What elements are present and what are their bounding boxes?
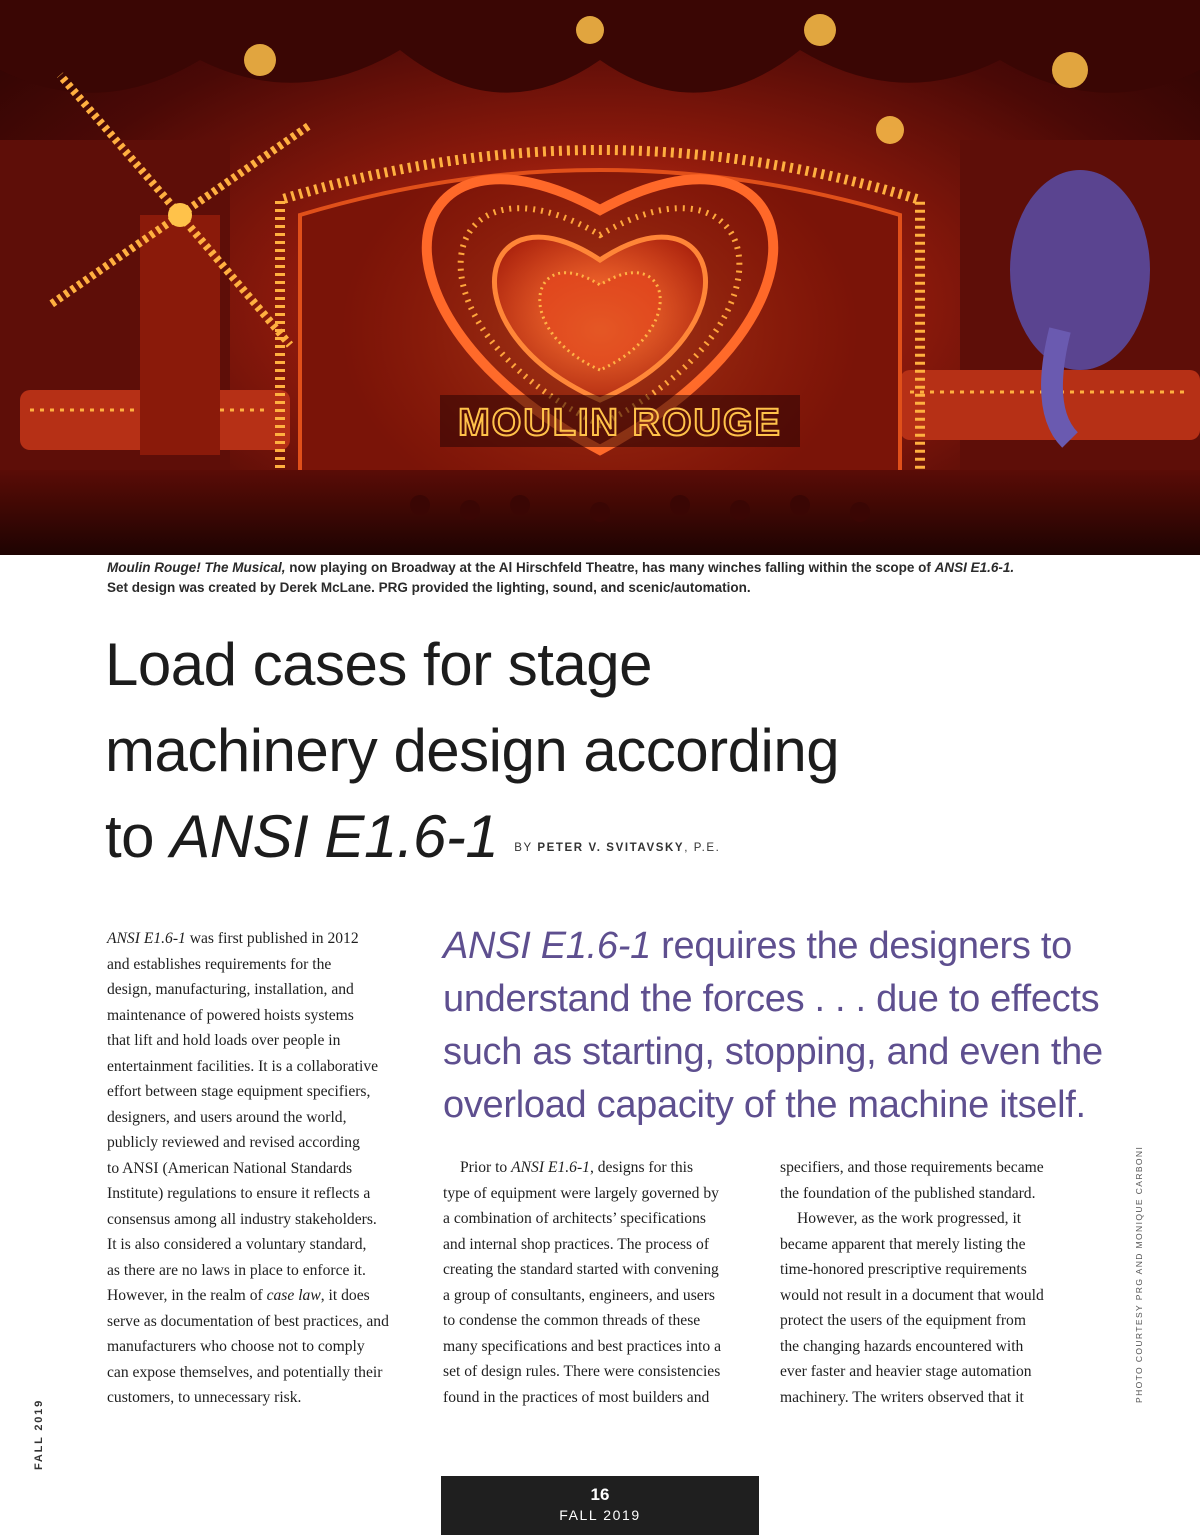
text-line: as there are no laws in place to enforce it.	[107, 1261, 366, 1279]
text-line: serve as documentation of best practices, and	[107, 1312, 389, 1330]
text-line: designers, and users around the world,	[107, 1108, 347, 1126]
text-line: maintenance of powered hoists systems	[107, 1006, 354, 1024]
caption-standard: ANSI E1.6-1.	[934, 560, 1015, 575]
text-line: would not result in a document that would	[780, 1286, 1044, 1304]
body-column-middle	[443, 1155, 763, 1410]
byline-by: BY	[514, 842, 538, 854]
title-standard: ANSI E1.6-1	[170, 803, 499, 870]
moulin-rouge-sign: MOULIN ROUGE	[458, 402, 782, 444]
text-line: found in the practices of most builders and	[443, 1388, 710, 1406]
text-line: Institute) regulations to ensure it reflects a	[107, 1185, 371, 1202]
text-line: However, as the work progressed, it	[797, 1210, 1022, 1227]
text-line: publicly reviewed and revised according	[107, 1134, 360, 1151]
page-footer	[441, 1476, 759, 1535]
text-run: Prior to	[460, 1159, 512, 1176]
ceiling-drape	[0, 0, 1200, 93]
text-line: that lift and hold loads over people in	[107, 1032, 341, 1049]
text-line	[107, 926, 427, 952]
text-line: can expose themselves, and potentially their	[107, 1363, 383, 1381]
photo-credit: PHOTO COURTESY PRG AND MONIQUE CARBONI	[1134, 1145, 1144, 1403]
title-line-2: machinery design according	[105, 717, 840, 784]
italic-term: case law	[266, 1287, 321, 1304]
text-line: a combination of architects’ specifications	[443, 1210, 706, 1227]
text-line: many specifications and best practices into a	[443, 1337, 721, 1355]
text-run: was first published in 2012	[185, 930, 359, 947]
pull-quote-line: understand the forces . . . due to effects	[443, 978, 1100, 1020]
paragraph	[780, 1206, 1095, 1410]
stage-illustration	[0, 0, 1200, 555]
text-line: consensus among all industry stakeholders.	[107, 1210, 377, 1228]
caption-show-title: Moulin Rouge! The Musical,	[107, 560, 286, 575]
caption-line-2: Set design was created by Derek McLane. PRG provided the lighting, sound, and scenic/automation.	[107, 580, 751, 595]
side-folio: FALL 2019	[33, 1398, 45, 1470]
issue-label: FALL 2019	[559, 1507, 641, 1523]
paragraph	[443, 1155, 763, 1410]
text-line: It is also considered a voluntary standard,	[107, 1236, 367, 1253]
text-line: set of design rules. There were consistencies	[443, 1363, 721, 1380]
text-line: design, manufacturing, installation, and	[107, 981, 354, 998]
title-line-1: Load cases for stage	[105, 631, 653, 698]
text-run: However, in the realm of	[107, 1287, 267, 1304]
pull-quote-line: overload capacity of the machine itself.	[443, 1084, 1086, 1126]
title-prefix: to	[105, 803, 171, 870]
pull-quote	[443, 920, 1123, 1132]
text-run: , it does	[320, 1287, 370, 1304]
text-line: became apparent that merely listing the	[780, 1235, 1026, 1253]
title-line-3	[105, 794, 1005, 891]
text-line: machinery. The writers observed that it	[780, 1388, 1024, 1406]
page-number: 16	[590, 1485, 610, 1504]
text-line	[107, 1283, 427, 1309]
body-column-right	[780, 1155, 1095, 1410]
text-run: requires the designers to	[650, 925, 1072, 967]
pull-quote-line: such as starting, stopping, and even the	[443, 1031, 1103, 1073]
standard-name: ANSI E1.6-1	[107, 930, 186, 947]
text-line: specifiers, and those requirements became	[780, 1159, 1044, 1176]
text-line	[443, 1155, 763, 1181]
article-title	[105, 622, 1005, 891]
intro-paragraph	[107, 926, 427, 1411]
paragraph	[780, 1155, 1095, 1206]
byline-author: PETER V. SVITAVSKY	[537, 842, 685, 854]
text-line: manufacturers who choose not to comply	[107, 1338, 365, 1355]
byline-suffix: , P.E.	[684, 842, 721, 854]
body-column-left	[107, 926, 427, 1411]
text-line: type of equipment were largely governed by	[443, 1184, 719, 1202]
text-line: the changing hazards encountered with	[780, 1337, 1024, 1355]
text-line: creating the standard started with convening	[443, 1261, 719, 1278]
byline	[514, 842, 720, 854]
text-run: , designs for this	[589, 1159, 694, 1176]
hero-photo	[0, 0, 1200, 555]
text-line: ever faster and heavier stage automation	[780, 1363, 1032, 1380]
text-line: effort between stage equipment specifiers,	[107, 1083, 371, 1100]
text-line: to condense the common threads of these	[443, 1312, 701, 1329]
pull-quote-line	[443, 920, 1123, 973]
text-line: and establishes requirements for the	[107, 955, 332, 973]
pull-quote-standard: ANSI E1.6-1	[443, 925, 651, 967]
photo-caption	[107, 558, 1107, 598]
text-line: and internal shop practices. The process of	[443, 1235, 710, 1253]
caption-text: now playing on Broadway at the Al Hirschfeld Theatre, has many winches falling within the scope of	[285, 560, 935, 575]
standard-name: ANSI E1.6-1	[511, 1159, 590, 1176]
text-line: to ANSI (American National Standards	[107, 1159, 353, 1177]
text-line: entertainment facilities. It is a collaborative	[107, 1057, 379, 1075]
text-line: the foundation of the published standard.	[780, 1184, 1036, 1202]
text-line: time-honored prescriptive requirements	[780, 1261, 1027, 1278]
text-line: a group of consultants, engineers, and users	[443, 1286, 715, 1304]
text-line: customers, to unnecessary risk.	[107, 1389, 302, 1406]
text-line: protect the users of the equipment from	[780, 1312, 1026, 1329]
